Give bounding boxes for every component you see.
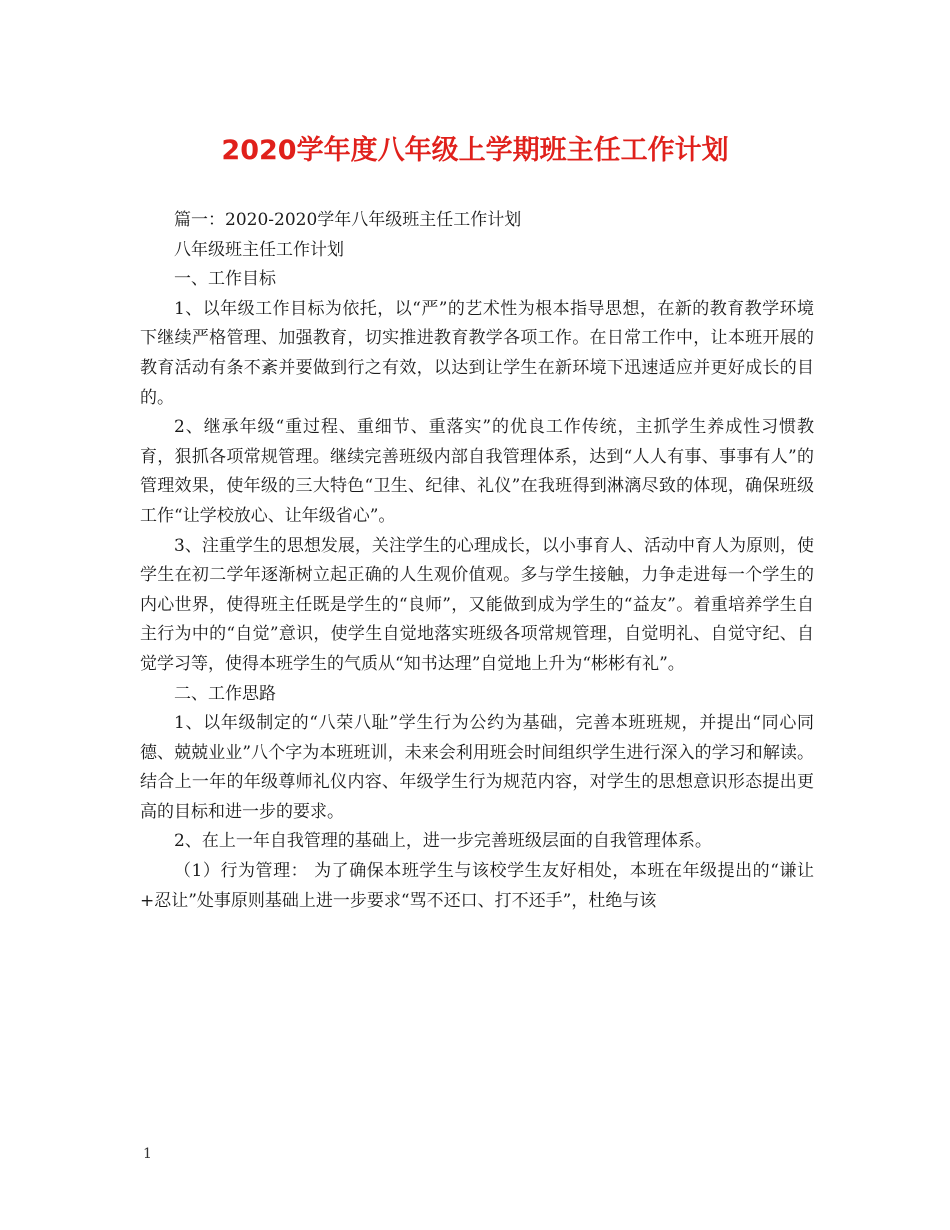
page-number: 1	[143, 1146, 152, 1162]
paragraph-approach-2: 2、在上一年自我管理的基础上，进一步完善班级层面的自我管理体系。	[174, 831, 712, 852]
paragraph-goal-1: 1、以年级工作目标为依托，以“严”的艺术性为根本指导思想，在新的教育教学环境下继续严格管理、加强教育，切实推进教育教学各项工作。在日常工作中，让本班开展的教育活动有条不紊并要做到行之有效，以达到让学生在新环境下迅速适应并更好成长的目的。	[140, 298, 814, 408]
paragraph-behavior-management: （1）行为管理： 为了确保本班学生与该校学生友好相处，本班在年级提出的“谦让+忍让”处事原则基础上进一步要求“骂不还口、打不还手”，杜绝与该	[140, 861, 814, 911]
document-title: 2020学年度八年级上学期班主任工作计划	[221, 135, 729, 166]
paragraph-section-heading: 篇一：2020-2020学年八年级班主任工作计划	[174, 210, 522, 230]
paragraph-goal-3: 3、注重学生的思想发展，关注学生的心理成长，以小事育人、活动中育人为原则，使学生在初二学年逐渐树立起正确的人生观价值观。多与学生接触，力争走进每一个学生的内心世界，使得班主任既是学生的“良师”，又能做到成为学生的“益友”。着重培养学生自主行为中的“自觉”意识，使学生自觉地落实班级各项常规管理，自觉明礼、自觉守纪、自觉学习等，使得本班学生的气质从“知书达理”自觉地上升为“彬彬有礼”。	[140, 535, 814, 674]
paragraph-heading-approach: 二、工作思路	[174, 683, 276, 704]
paragraph-plan-title: 八年级班主任工作计划	[174, 239, 344, 260]
document-body	[140, 206, 814, 916]
paragraph-heading-goals: 一、工作目标	[174, 269, 276, 290]
paragraph-goal-2: 2、继承年级“重过程、重细节、重落实”的优良工作传统，主抓学生养成性习惯教育，狠抓各项常规管理。继续完善班级内部自我管理体系，达到“人人有事、事事有人”的管理效果，使年级的三大特色“卫生、纪律、礼仪”在我班得到淋漓尽致的体现，确保班级工作“让学校放心、让年级省心”。	[140, 417, 814, 526]
paragraph-approach-1: 1、以年级制定的“八荣八耻”学生行为公约为基础，完善本班班规，并提出“同心同德、兢兢业业”八个字为本班班训，未来会利用班会时间组织学生进行深入的学习和解读。结合上一年的年级尊师礼仪内容、年级学生行为规范内容，对学生的思想意识形态提出更高的目标和进一步的要求。	[140, 713, 814, 822]
